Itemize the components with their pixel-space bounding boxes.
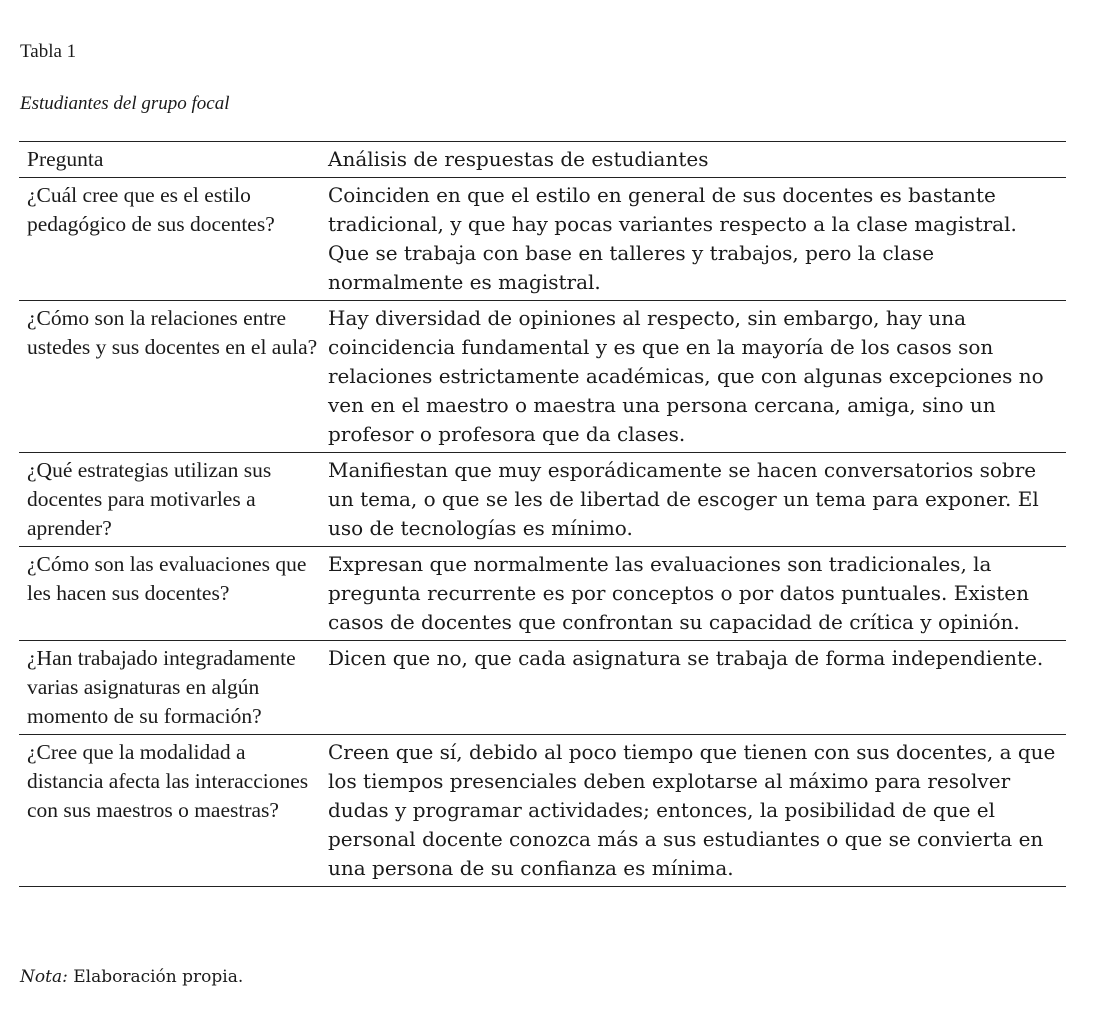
answer-cell: Hay diversidad de opiniones al respecto, sin embargo, hay una coincidencia fundamental y es que en la mayoría de los casos son relaciones estrictamente académicas, que con algunas excepciones no ven en el maestro o maestra una persona cercana, amiga, sino un profesor o profesora que da clases. bbox=[320, 301, 1066, 453]
note-label: Nota: bbox=[20, 967, 68, 987]
table-row bbox=[19, 453, 1066, 547]
table-number: Tabla 1 bbox=[20, 41, 77, 62]
table-row bbox=[19, 547, 1066, 641]
table-title: Estudiantes del grupo focal bbox=[20, 93, 230, 114]
answer-cell: Manifiestan que muy esporádicamente se hacen conversatorios sobre un tema, o que se les de libertad de escoger un tema para exponer. El uso de tecnologías es mínimo. bbox=[320, 453, 1066, 547]
question-cell: ¿Cómo son las evaluaciones que les hacen sus docentes? bbox=[19, 547, 320, 641]
question-cell: ¿Cree que la modalidad a distancia afecta las interacciones con sus maestros o maestras? bbox=[19, 735, 320, 887]
header-question: Pregunta bbox=[19, 142, 320, 178]
table-header-row bbox=[19, 142, 1066, 178]
focus-group-table bbox=[19, 141, 1066, 887]
answer-cell: Creen que sí, debido al poco tiempo que tienen con sus docentes, a que los tiempos presenciales deben explotarse al máximo para resolver dudas y programar actividades; entonces, la posibilidad de que el personal docente conozca más a sus estudiantes o que se convierta en una persona de su confianza es mínima. bbox=[320, 735, 1066, 887]
question-cell: ¿Han trabajado integradamente varias asignaturas en algún momento de su formación? bbox=[19, 641, 320, 735]
answer-cell: Expresan que normalmente las evaluaciones son tradicionales, la pregunta recurrente es por conceptos o por datos puntuales. Existen casos de docentes que confrontan su capacidad de crítica y opinión. bbox=[320, 547, 1066, 641]
table-row bbox=[19, 178, 1066, 301]
table-row bbox=[19, 735, 1066, 887]
note-text: Elaboración propia. bbox=[73, 967, 244, 987]
answer-cell: Coinciden en que el estilo en general de sus docentes es bastante tradicional, y que hay pocas variantes respecto a la clase magistral. Que se trabaja con base en talleres y trabajos, pero la clase normalmente es magistral. bbox=[320, 178, 1066, 301]
table-note bbox=[20, 965, 243, 989]
table-row bbox=[19, 641, 1066, 735]
question-cell: ¿Cuál cree que es el estilo pedagógico de sus docentes? bbox=[19, 178, 320, 301]
header-analysis: Análisis de respuestas de estudiantes bbox=[320, 142, 1066, 178]
question-cell: ¿Qué estrategias utilizan sus docentes para motivarles a aprender? bbox=[19, 453, 320, 547]
table-row bbox=[19, 301, 1066, 453]
question-cell: ¿Cómo son la relaciones entre ustedes y sus docentes en el aula? bbox=[19, 301, 320, 453]
answer-cell: Dicen que no, que cada asignatura se trabaja de forma independiente. bbox=[320, 641, 1066, 735]
